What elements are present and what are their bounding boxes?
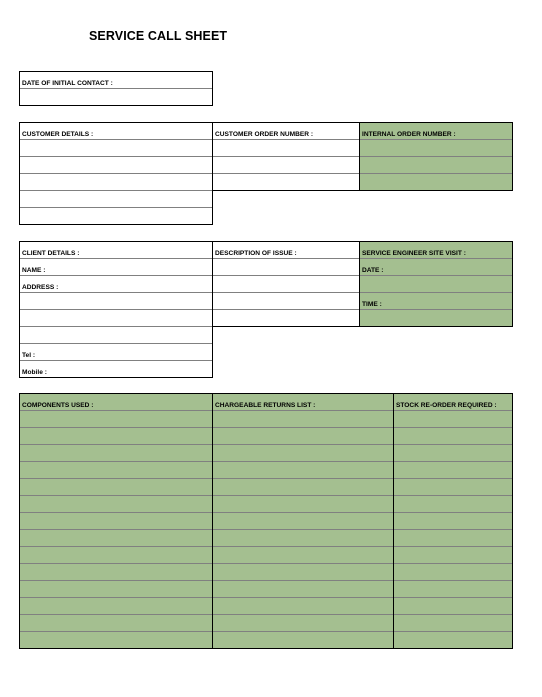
chargeable-returns-row-3[interactable] [213, 444, 393, 461]
components-used-row-2[interactable] [20, 427, 212, 444]
stock-reorder-label: STOCK RE-ORDER REQUIRED : [396, 402, 497, 409]
chargeable-returns-row-5[interactable] [213, 478, 393, 495]
customer-order-number-box [212, 122, 360, 191]
components-used-row-14[interactable] [20, 631, 212, 648]
tel-label: Tel : [22, 352, 36, 359]
internal-order-number-label: INTERNAL ORDER NUMBER : [362, 131, 456, 138]
components-used-label: COMPONENTS USED : [22, 402, 94, 409]
customer-order-number-line-3[interactable] [213, 173, 359, 190]
components-used-row-6[interactable] [20, 495, 212, 512]
date-label: DATE : [362, 267, 384, 274]
stock-reorder-row-5[interactable] [394, 478, 512, 495]
customer-order-number-line-1[interactable] [213, 139, 359, 156]
components-used-row-5[interactable] [20, 478, 212, 495]
stock-reorder-row-6[interactable] [394, 495, 512, 512]
customer-details-box [19, 122, 213, 225]
chargeable-returns-row-4[interactable] [213, 461, 393, 478]
visit-time-row[interactable] [360, 292, 512, 309]
client-details-box [19, 241, 213, 378]
chargeable-returns-row-9[interactable] [213, 546, 393, 563]
date-of-initial-contact-box [19, 71, 213, 106]
chargeable-returns-box [212, 393, 394, 649]
components-used-row-1[interactable] [20, 410, 212, 427]
page-title: SERVICE CALL SHEET [89, 29, 228, 43]
components-used-row-9[interactable] [20, 546, 212, 563]
description-of-issue-box [212, 241, 360, 327]
client-address-line-2[interactable] [20, 292, 212, 309]
client-tel-row[interactable] [20, 343, 212, 360]
stock-reorder-row-9[interactable] [394, 546, 512, 563]
customer-details-line-4[interactable] [20, 190, 212, 207]
visit-time-line-2[interactable] [360, 309, 512, 326]
description-of-issue-label: DESCRIPTION OF ISSUE : [215, 250, 297, 257]
customer-details-label: CUSTOMER DETAILS : [22, 131, 94, 138]
customer-order-number-label: CUSTOMER ORDER NUMBER : [215, 131, 314, 138]
internal-order-number-line-1[interactable] [360, 139, 512, 156]
chargeable-returns-row-6[interactable] [213, 495, 393, 512]
customer-order-number-line-2[interactable] [213, 156, 359, 173]
stock-reorder-row-2[interactable] [394, 427, 512, 444]
description-line-1[interactable] [213, 258, 359, 275]
components-used-row-3[interactable] [20, 444, 212, 461]
client-mobile-row[interactable] [20, 360, 212, 377]
chargeable-returns-row-14[interactable] [213, 631, 393, 648]
stock-reorder-row-14[interactable] [394, 631, 512, 648]
chargeable-returns-row-1[interactable] [213, 410, 393, 427]
components-used-row-12[interactable] [20, 597, 212, 614]
visit-date-row[interactable] [360, 258, 512, 275]
customer-details-line-3[interactable] [20, 173, 212, 190]
customer-details-line-1[interactable] [20, 139, 212, 156]
date-of-initial-contact-field[interactable] [20, 88, 212, 105]
chargeable-returns-label: CHARGEABLE RETURNS LIST : [215, 402, 316, 409]
chargeable-returns-row-12[interactable] [213, 597, 393, 614]
components-used-box [19, 393, 213, 649]
description-line-2[interactable] [213, 275, 359, 292]
time-label: TIME : [362, 301, 382, 308]
components-used-row-4[interactable] [20, 461, 212, 478]
service-engineer-visit-box [359, 241, 513, 327]
mobile-label: Mobile : [22, 369, 47, 376]
stock-reorder-row-4[interactable] [394, 461, 512, 478]
stock-reorder-box [393, 393, 513, 649]
stock-reorder-row-10[interactable] [394, 563, 512, 580]
chargeable-returns-row-13[interactable] [213, 614, 393, 631]
chargeable-returns-row-8[interactable] [213, 529, 393, 546]
chargeable-returns-row-2[interactable] [213, 427, 393, 444]
customer-details-line-2[interactable] [20, 156, 212, 173]
client-address-row[interactable] [20, 275, 212, 292]
components-used-row-7[interactable] [20, 512, 212, 529]
chargeable-returns-row-7[interactable] [213, 512, 393, 529]
stock-reorder-row-11[interactable] [394, 580, 512, 597]
date-of-initial-contact-label: DATE OF INITIAL CONTACT : [22, 80, 113, 87]
client-address-line-4[interactable] [20, 326, 212, 343]
stock-reorder-row-13[interactable] [394, 614, 512, 631]
service-engineer-visit-label: SERVICE ENGINEER SITE VISIT : [362, 250, 466, 257]
stock-reorder-row-7[interactable] [394, 512, 512, 529]
description-line-4[interactable] [213, 309, 359, 326]
chargeable-returns-row-10[interactable] [213, 563, 393, 580]
components-used-row-10[interactable] [20, 563, 212, 580]
description-line-3[interactable] [213, 292, 359, 309]
internal-order-number-line-3[interactable] [360, 173, 512, 190]
internal-order-number-box [359, 122, 513, 191]
stock-reorder-row-1[interactable] [394, 410, 512, 427]
address-label: ADDRESS : [22, 284, 59, 291]
stock-reorder-row-8[interactable] [394, 529, 512, 546]
stock-reorder-row-12[interactable] [394, 597, 512, 614]
components-used-row-13[interactable] [20, 614, 212, 631]
chargeable-returns-row-11[interactable] [213, 580, 393, 597]
name-label: NAME : [22, 267, 46, 274]
visit-date-line-2[interactable] [360, 275, 512, 292]
client-name-row[interactable] [20, 258, 212, 275]
internal-order-number-line-2[interactable] [360, 156, 512, 173]
stock-reorder-row-3[interactable] [394, 444, 512, 461]
customer-details-line-5[interactable] [20, 207, 212, 224]
client-address-line-3[interactable] [20, 309, 212, 326]
components-used-row-11[interactable] [20, 580, 212, 597]
client-details-label: CLIENT DETAILS : [22, 250, 80, 257]
components-used-row-8[interactable] [20, 529, 212, 546]
